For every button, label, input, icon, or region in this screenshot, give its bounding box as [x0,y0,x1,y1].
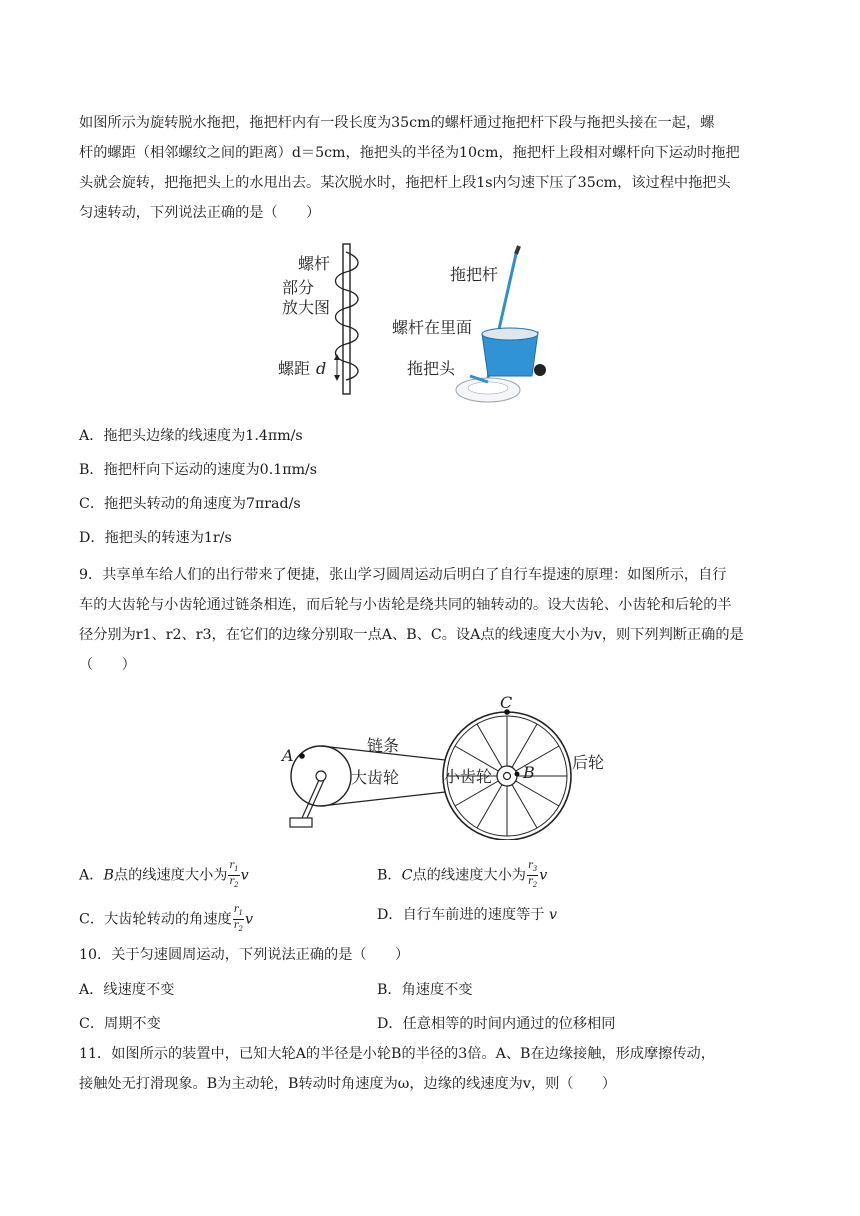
q9-line-1: 9．共享单车给人们的出行带来了便捷，张山学习圆周运动后明白了自行车提速的原理：如图所示，自行 [79,567,727,583]
q8-line-1: 如图所示为旋转脱水拖把，拖把杆内有一段长度为35cm的螺杆通过拖把杆下段与拖把头接在一起，螺 [79,115,715,131]
bucket-rim [482,328,538,340]
point-b [515,772,520,777]
question-10-stem: 10．关于匀速圆周运动，下列说法正确的是（ ） [79,947,410,963]
v-symbol: v [240,867,249,884]
bicycle-gear-figure [272,690,622,840]
q9-b-point: C [401,867,413,884]
q9-c-text: C．大齿轮转动的角速度 [79,911,232,928]
q9-a-prefix: A． [79,867,104,884]
q9-a-fraction [228,860,239,891]
label-c: C [500,693,513,712]
label-luoju: 螺距 [278,359,311,378]
subscript: 1 [234,865,239,873]
q9-d-text: D．自行车前进的速度等于 [377,907,545,923]
q9-b-fraction [527,860,538,891]
rear-axle [504,773,511,780]
label-d: d [316,359,327,378]
r-symbol: r [233,904,239,915]
mop-handle-cap [516,246,519,254]
label-a: A [282,746,294,765]
label-luoganzailimian: 螺杆在里面 [392,318,473,337]
subscript: 2 [238,925,243,933]
q11-line-2: 接触处无打滑现象。B为主动轮，B转动时角速度为ω，边缘的线速度为v，则（ ） [79,1076,617,1092]
bucket-wheel [534,364,546,376]
label-luogan: 螺杆 [298,254,331,273]
q8-line-3: 头就会旋转，把拖把头上的水甩出去。某次脱水时，拖把杆上段1s内匀速下压了35cm，该过程中拖把头 [79,175,731,191]
subscript: 1 [238,909,243,917]
label-chain: 链条 [367,736,400,755]
r-symbol: r [229,876,235,887]
q9-line-4: （ ） [79,657,136,673]
mop-head-center [468,382,508,394]
q8-line-2: 杆的螺距（相邻螺纹之间的距离）d＝5cm，拖把头的半径为10cm，拖把杆上段相对螺杆向下运动时拖把 [79,145,740,161]
label-fangdatu: 放大图 [282,298,331,317]
label-bufen: 部分 [282,278,315,297]
question-9-stem [79,560,781,680]
q9-option-d [377,905,557,925]
r-symbol: r [233,920,239,931]
q11-line-1: 11．如图所示的装置中，已知大轮A的半径是小轮B的半径的3倍。A、B在边缘接触，形成摩擦传动， [79,1046,715,1062]
q8-option-c: C．拖把头转动的角速度为7πrad/s [79,496,301,512]
q8-option-a: A．拖把头边缘的线速度为1.4πm/s [79,428,303,444]
pitch-arrow-head-down [334,375,340,381]
q10-option-b: B．角速度不变 [377,982,473,998]
q9-option-a [79,860,249,891]
q9-option-c [79,904,253,935]
mop-figure [270,242,560,414]
question-8-stem [79,108,781,228]
pitch-arrow-head-up [334,354,340,360]
q8-option-b: B．拖把杆向下运动的速度为0.1πm/s [79,462,318,478]
pedal [290,818,312,827]
q8-line-4: 匀速转动，下列说法正确的是（ ） [79,205,321,221]
label-small-gear: 小齿轮 [444,767,493,786]
q9-a-point: B [103,867,114,884]
r-symbol: r [528,876,533,887]
label-tuobatou: 拖把头 [407,359,456,378]
q10-option-c: C．周期不变 [79,1016,161,1032]
v-symbol: v [244,911,253,928]
v-symbol: v [539,867,548,884]
q9-c-fraction [233,904,244,935]
big-gear-axle [316,771,326,781]
label-tuobagan: 拖把杆 [450,265,499,284]
label-rear-wheel: 后轮 [572,753,605,772]
q9-b-text: 点的线速度大小为 [412,867,526,884]
v-symbol: v [548,907,557,923]
label-b: B [523,763,535,782]
point-a [299,753,305,759]
q9-option-b [377,860,547,891]
q10-option-a: A．线速度不变 [79,982,175,998]
subscript: 2 [234,881,239,889]
q9-a-text: 点的线速度大小为 [113,867,228,884]
question-11-stem [79,1039,781,1099]
q9-line-2: 车的大齿轮与小齿轮通过链条相连，而后轮与小齿轮是绕共同的轴转动的。设大齿轮、小齿轮和后轮的半 [79,597,732,613]
q10-option-d: D．任意相等的时间内通过的位移相同 [377,1016,616,1032]
q8-option-d: D．拖把头的转速为1r/s [79,530,232,546]
subscript: 2 [532,881,538,889]
r-symbol: r [229,860,235,871]
q9-line-3: 径分别为r1、r2、r3，在它们的边缘分别取一点A、B、C。设A点的线速度大小为v，则下列判断正确的是 [79,627,744,643]
subscript: 3 [532,865,538,873]
screw-rod [343,244,350,394]
r-symbol: r [528,860,533,871]
label-big-gear: 大齿轮 [351,768,400,787]
q9-b-prefix: B． [377,867,402,884]
